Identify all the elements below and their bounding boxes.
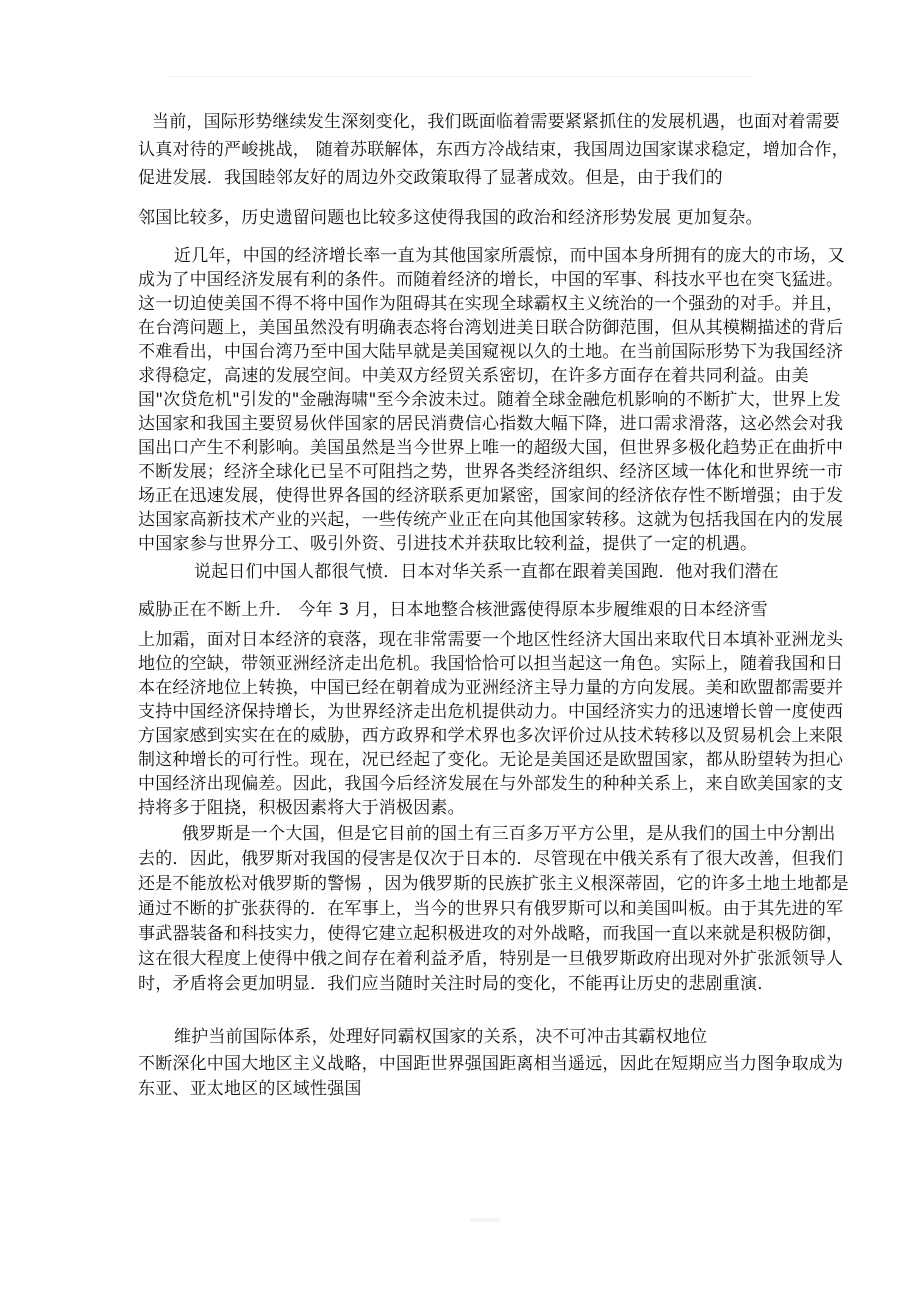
- paragraph-intro-continued: 邻国比较多，历史遗留问题也比较多这使得我国的政治和经济形势发展 更加复杂。: [138, 208, 763, 228]
- document-body: [138, 108, 850, 1102]
- footer-mark: [470, 1218, 500, 1222]
- header-rule: [170, 76, 750, 77]
- paragraph-regional-strategy: 不断深化中国大地区主义战略，中国距世界强国距离相当遥远，因此在短期应当力图争取成为东亚、亚太地区的区域性强国: [138, 1054, 844, 1099]
- paragraph-japan-body: 上加霜，面对日本经济的衰落，现在非常需要一个地区性经济大国出来取代日本填补亚洲龙头地位的空缺，带领亚洲经济走出危机。我国恰恰可以担当起这一角色。实际上，随着我国和日本在经济地位上转换，中国已经在朝着成为亚洲经济主导力量的方向发展。美和欧盟都需要并支持中国经济保持增长，为世界经济走出危机提供动力。中国经济实力的迅速增长曾一度使西方国家感到实实在在的威胁，西方政界和学术界也多次评价过从技术转移以及贸易机会上来限制这种增长的可行性。现在，况已经起了变化。无论是美国还是欧盟国家，都从盼望转为担心中国经济出现偏差。因此，我国今后经济发展在与外部发生的种种关系上，来自欧美国家的支持将多于阻挠，积极因素将大于消极因素。: [138, 630, 844, 818]
- paragraph-china-us: 近几年，中国的经济增长率一直为其他国家所震惊，而中国本身所拥有的庞大的市场，又成为了中国经济发展有利的条件。而随着经济的增长，中国的军事、科技水平也在突飞猛进。这一切迫使美国不得不将中国作为阻碍其在实现全球霸权主义统治的一个强劲的对手。并且，在台湾问题上，美国虽然没有明确表态将台湾划进美日联合防御范围，但从其模糊描述的背后不难看出，中国台湾乃至中国大陆早就是美国窥视以久的土地。在当前国际形势下为我国经济求得稳定，高速的发展空间。中美双方经贸关系密切，在许多方面存在着共同利益。由美国"次贷危机"引发的"金融海啸"至今余波未过。随着全球金融危机影响的不断扩大，世界上发达国家和我国主要贸易伙伴国家的居民消费信心指数大幅下降，进口需求滑落，这必然会对我国出口产生不利影响。美国虽然是当今世界上唯一的超级大国，但世界多极化趋势正在曲折中不断发展；经济全球化已呈不可阻挡之势，世界各类经济组织、经济区域一体化和世界统一市场正在迅速发展，使得世界各国的经济联系更加紧密，国家间的经济依存性不断增强；由于发达国家高新技术产业的兴起，一些传统产业正在向其他国家转移。这就为包括我国在内的发展中国家参与世界分工、吸引外资、引进技术并获取比较利益，提供了一定的机遇。: [138, 246, 845, 554]
- paragraph-hegemony: 维护当前国际体系，处理好同霸权国家的关系，决不可冲击其霸权地位: [174, 1027, 708, 1047]
- paragraph-russia: 俄罗斯是一个大国，但是它目前的国土有三百多万平方公里，是从我们的国土中分割出去的．因此，俄罗斯对我国的侵害是仅次于日本的．尽管现在中俄关系有了很大改善，但我们还是不能放松对俄罗斯的警惕 ，因为俄罗斯的民族扩张主义根深蒂固，它的许多土地土地都是通过不断的扩张获得的．在军事上，当今的世界只有俄罗斯可以和美国叫板。由于其先进的军事武器装备和科技实力，使得它建立起积极进攻的对外战略，而我国一直以来就是积极防御，这在很大程度上使得中俄之间存在着利益矛盾，特别是一旦俄罗斯政府出现对外扩张派领导人时，矛盾将会更加明显．我们应当随时关注时局的变化，不能再让历史的悲剧重演．: [138, 824, 849, 994]
- paragraph-japan-line1: 说起日们中国人都很气愤．日本对华关系一直都在跟着美国跑．他对我们潜在: [194, 562, 779, 582]
- paragraph-intro: 当前，国际形势继续发生深刻变化，我们既面临着需要紧紧抓住的发展机遇，也面对着需要认真对待的严峻挑战， 随着苏联解体，东西方冷战结束，我国周边国家谋求稳定，增加合作，促进发展．我国睦邻友好的周边外交政策取得了显著成效。但是，由于我们的: [138, 112, 849, 188]
- paragraph-japan-line2: 威胁正在不断上升． 今年 3 月，日本地整合核泄露使得原本步履维艰的日本经济雪: [138, 600, 768, 620]
